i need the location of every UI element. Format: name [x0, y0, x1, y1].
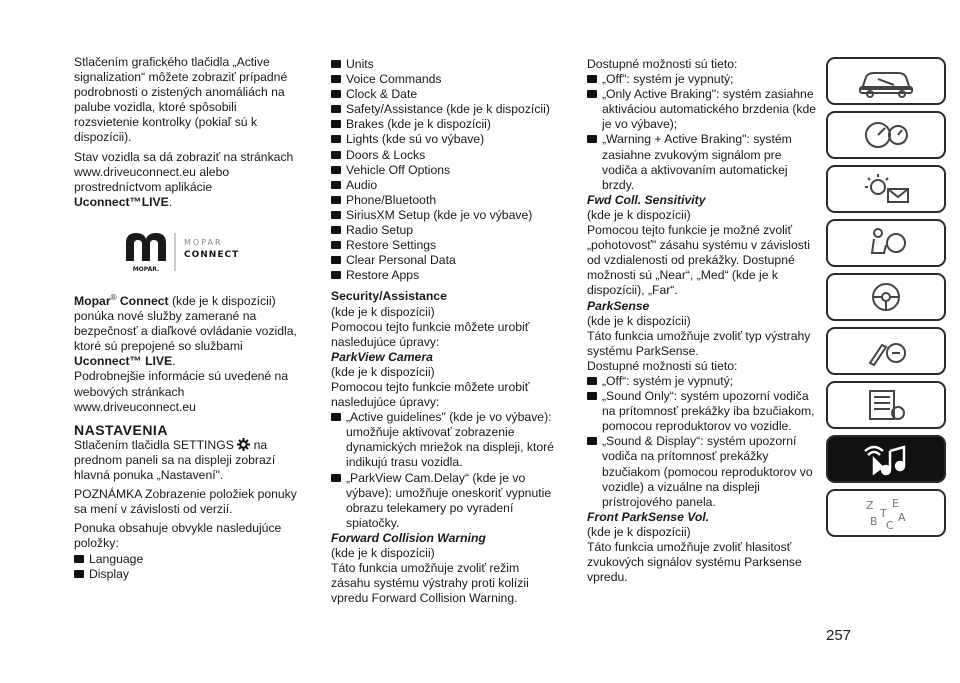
list-item: Restore Settings — [331, 238, 559, 253]
list-item: Radio Setup — [331, 223, 559, 238]
list-item: „Off“: systém je vypnutý; — [587, 374, 817, 389]
svg-text:Z: Z — [866, 499, 874, 512]
paragraph: Pomocou tejto funkcie môžete urobiť nasledujúce úpravy: — [331, 319, 530, 349]
list-item: „ParkView Cam.Delay“ (kde je vo výbave): umožňuje oneskoriť vypnutie obrazu telekamery po vyradení spiatočky. — [331, 471, 559, 531]
checkbox-bullet-icon — [587, 90, 597, 98]
checkbox-bullet-icon — [331, 271, 341, 279]
paragraph: Táto funkcia umožňuje zvoliť typ výstrahy systému ParkSense. — [587, 328, 811, 358]
warning-light-icon — [856, 171, 916, 207]
checkbox-bullet-icon — [331, 90, 341, 98]
list-item: „Warning + Active Braking": systém zasiahne zvukovým signálom pre vodiča a aktivovaním automatickej brzdy. — [587, 132, 817, 192]
paragraph: Mopar® Connect (kde je k dispozícii) ponúka nové služby zamerané na bezpečnosť a diaľkové ovládanie vozidla, ktoré sú prepojené so službami Uconnect™ LIVE. — [74, 292, 297, 369]
checkbox-bullet-icon — [331, 181, 341, 189]
checkbox-bullet-icon — [74, 555, 84, 563]
mopar-logo-icon — [122, 227, 252, 277]
tab-specs[interactable] — [826, 381, 946, 429]
list-item: „Active guidelines" (kde je vo výbave): umožňuje aktivovať zobrazenie dynamických mriežok na displeji, ktoré indikujú trasu vozidla. — [331, 410, 559, 470]
svg-text:B: B — [870, 515, 878, 528]
svg-text:MOPAR: MOPAR — [184, 237, 223, 247]
paragraph: Stlačením grafického tlačidla „Active signalization“ môžete zobraziť prípadné podrobnosti o zistených anomáliách na palube vozidla, ktoré spôsobili rozsvietenie kontrolky (pokiaľ sú k dispozícii). — [74, 55, 288, 145]
paragraph: Táto funkcia umožňuje zvoliť hlasitosť zvukových signálov systému Parksense vpredu. — [587, 540, 802, 585]
column-3 — [587, 57, 817, 585]
checkbox-bullet-icon — [587, 75, 597, 83]
list-item: Clock & Date — [331, 87, 559, 102]
tab-driving[interactable] — [826, 273, 946, 321]
tab-multimedia[interactable] — [826, 435, 946, 483]
list-item: Language — [74, 552, 300, 567]
subsection-title: ParkView Camera — [331, 349, 433, 364]
checkbox-bullet-icon — [331, 413, 341, 421]
multimedia-icon — [856, 441, 916, 477]
checkbox-bullet-icon — [331, 75, 341, 83]
checkbox-bullet-icon — [331, 211, 341, 219]
tab-index[interactable] — [826, 489, 946, 537]
list-item: Vehicle Off Options — [331, 163, 559, 178]
checklist-icon — [856, 387, 916, 423]
list-item: „Sound & Display“: systém upozorní vodiča na prítomnosť prekážky bzučiakom (pomocou reproduktorov vo vozidle) a vizuálne na displeji prístrojového panela. — [587, 434, 817, 509]
paragraph: Pomocou tejto funkcie môžete urobiť nasledujúce úpravy: — [331, 379, 530, 410]
mopar-connect-logo — [74, 222, 300, 282]
car-icon — [856, 63, 916, 99]
wrench-icon — [856, 333, 916, 369]
page-number: 257 — [826, 627, 852, 644]
list-item: SiriusXM Setup (kde je vo výbave) — [331, 208, 559, 223]
availability-note: (kde je k dispozícii) — [587, 207, 691, 222]
svg-text:E: E — [892, 497, 899, 510]
availability-note: (kde je k dispozícii) — [587, 313, 691, 328]
paragraph: Pomocou tejto funkcie je možné zvoliť „pohotovosť" zásahu systému v závislosti od vzdialenosti od prekážky. Dostupné možnosti sú „Near“, „Med“ (kde je k dispozícii), „Far“. — [587, 223, 810, 298]
checkbox-bullet-icon — [331, 241, 341, 249]
checkbox-bullet-icon — [331, 120, 341, 128]
chapter-tabs — [826, 57, 948, 543]
list-item: Clear Personal Data — [331, 253, 559, 268]
subsection-title: ParkSense — [587, 298, 650, 313]
paragraph: Stav vozidla sa dá zobraziť na stránkach www.driveuconnect.eu alebo prostredníctvom aplikácie Uconnect™LIVE. — [74, 149, 294, 209]
checkbox-bullet-icon — [331, 135, 341, 143]
subsection-title: Fwd Coll. Sensitivity — [587, 192, 706, 207]
availability-note: (kde je k dispozícii) — [331, 546, 435, 560]
list-item: „Sound Only“: systém upozorní vodiča na prítomnosť prekážky iba bzučiakom, pomocou reproduktorov vo vozidle. — [587, 389, 817, 434]
section-heading: NASTAVENIA — [74, 421, 168, 438]
paragraph: Dostupné možnosti sú tieto: — [587, 358, 738, 373]
checkbox-bullet-icon — [74, 570, 84, 578]
list-item: Brakes (kde je k dispozícii) — [331, 117, 559, 132]
checkbox-bullet-icon — [331, 256, 341, 264]
settings-gear-icon — [237, 438, 250, 451]
checkbox-bullet-icon — [587, 135, 597, 143]
checkbox-bullet-icon — [587, 437, 597, 445]
availability-note: (kde je k dispozícii) — [331, 304, 435, 319]
tab-safety[interactable] — [826, 219, 946, 267]
airbag-icon — [856, 225, 916, 261]
speedometer-icon — [856, 117, 916, 153]
checkbox-bullet-icon — [331, 60, 341, 68]
list-item: Doors & Locks — [331, 148, 559, 163]
availability-note: (kde je k dispozícii) — [587, 524, 691, 539]
tab-instruments[interactable] — [826, 111, 946, 159]
column-1 — [74, 55, 300, 582]
subsection-title: Security/Assistance — [331, 289, 447, 304]
svg-text:MOPAR.: MOPAR. — [132, 265, 160, 273]
list-item: Display — [74, 567, 300, 582]
checkbox-bullet-icon — [587, 392, 597, 400]
paragraph: Dostupné možnosti sú tieto: — [587, 57, 738, 71]
list-item: Voice Commands — [331, 72, 559, 87]
list-item: „Only Active Braking": systém zasiahne aktiváciou automatického brzdenia (kde je vo výbave); — [587, 87, 817, 132]
paragraph: Stlačením tlačidla SETTINGS na prednom paneli sa na displeji zobrazí hlavná ponuka „Nastavení". — [74, 437, 276, 483]
list-item: Phone/Bluetooth — [331, 193, 559, 208]
list-item: „Off": systém je vypnutý; — [587, 72, 817, 87]
tab-car[interactable] — [826, 57, 946, 105]
checkbox-bullet-icon — [331, 151, 341, 159]
list-item: Lights (kde sú vo výbave) — [331, 132, 559, 147]
svg-text:C: C — [886, 519, 894, 531]
svg-text:A: A — [898, 511, 906, 524]
list-item: Audio — [331, 178, 559, 193]
checkbox-bullet-icon — [587, 377, 597, 385]
list-item: Safety/Assistance (kde je k dispozícii) — [331, 102, 559, 117]
checkbox-bullet-icon — [331, 474, 341, 482]
list-item: Restore Apps — [331, 268, 559, 283]
checkbox-bullet-icon — [331, 226, 341, 234]
checkbox-bullet-icon — [331, 196, 341, 204]
paragraph: Podrobnejšie informácie sú uvedené na webových stránkach www.driveuconnect.eu — [74, 369, 289, 414]
paragraph: Táto funkcia umožňuje zvoliť režim zásahu systému výstrahy proti kolízii vpredu Forward Collision Warning. — [331, 561, 529, 606]
svg-text:CONNECT: CONNECT — [184, 249, 240, 260]
checkbox-bullet-icon — [331, 105, 341, 113]
tab-warning-lights[interactable] — [826, 165, 946, 213]
steering-wheel-icon — [856, 279, 916, 315]
paragraph: Ponuka obsahuje obvykle nasledujúce položky: — [74, 521, 282, 551]
note-paragraph: POZNÁMKA Zobrazenie položiek ponuky sa mení v závislosti od verzií. — [74, 487, 297, 517]
subsection-title: Forward Collision Warning — [331, 530, 486, 545]
column-2 — [331, 57, 559, 606]
list-item: Units — [331, 57, 559, 72]
tab-maintenance[interactable] — [826, 327, 946, 375]
svg-text:T: T — [880, 507, 887, 520]
availability-note: (kde je k dispozícii) — [331, 364, 435, 379]
subsection-title: Front ParkSense Vol. — [587, 509, 710, 524]
checkbox-bullet-icon — [331, 166, 341, 174]
alphabet-index-icon — [856, 495, 916, 531]
